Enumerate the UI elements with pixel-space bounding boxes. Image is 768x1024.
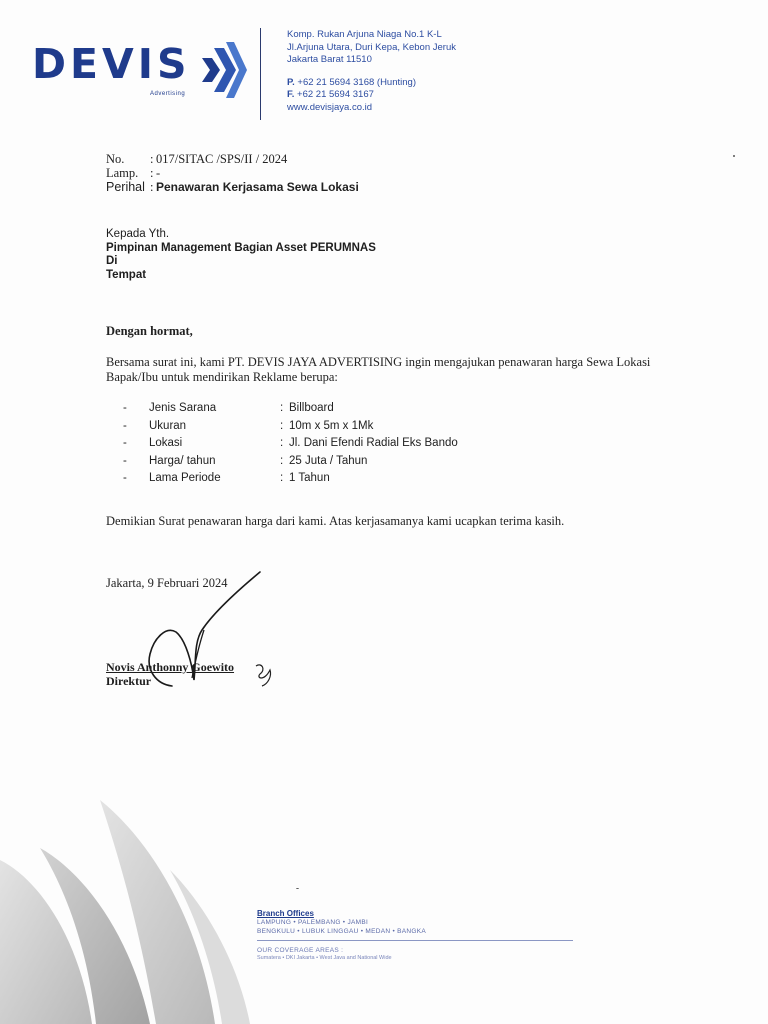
closing-paragraph: Demikian Surat penawaran harga dari kami. Atas kerjasamanya kami ucapkan terima kasih. (106, 514, 565, 528)
signer-block (106, 660, 234, 688)
recipient-salutation: Kepada Yth. (106, 228, 170, 240)
branch-offices-title: Branch Offices (257, 909, 314, 918)
scan-speck (296, 888, 299, 889)
footer-chevron-graphic (0, 790, 420, 1024)
list-item: - Ukuran : 10m x 5m x 1Mk (123, 419, 374, 432)
scan-speck (733, 155, 735, 157)
website-link[interactable]: www.devisjaya.co.id (287, 101, 373, 113)
reference-block (106, 152, 359, 194)
signer-title: Direktur (106, 674, 152, 688)
intro-paragraph: Bersama surat ini, kami PT. DEVIS JAYA ADVERTISING ingin mengajukan penawaran harga Sewa Lokasi Bapak/Ibu untuk mendirikan Reklame berupa: (106, 355, 651, 384)
place-date: Jakarta, 9 Februari 2024 (106, 576, 228, 590)
coverage-line: Sumatera • DKI Jakarta • West Java and National Wide (257, 955, 392, 961)
branch-line: LAMPUNG • PALEMBANG • JAMBI (257, 919, 369, 926)
initials-mark (252, 660, 276, 688)
footer-info (257, 909, 573, 962)
list-item: - Lama Periode : 1 Tahun (123, 472, 330, 484)
recipient-block (106, 228, 376, 282)
ref-number: No. : 017/SITAC /SPS/II / 2024 (106, 152, 288, 166)
recipient-place: Tempat (106, 268, 147, 281)
letterhead-contact (287, 29, 456, 114)
list-item: - Lokasi : Jl. Dani Efendi Radial Eks Bando (123, 437, 458, 449)
address-line: Jakarta Barat 11510 (287, 54, 372, 65)
coverage-title: OUR COVERAGE AREAS : (257, 947, 344, 954)
offer-items (123, 400, 458, 488)
logo-subtext: Advertising (150, 91, 186, 97)
company-logo (32, 40, 247, 104)
logo-chevron-icon (200, 40, 248, 100)
ref-subject: Perihal : Penawaran Kerjasama Sewa Lokasi (106, 180, 359, 194)
list-item: - Harga/ tahun : 25 Juta / Tahun (123, 454, 368, 467)
fax-line: F. +62 21 5694 3167 (287, 89, 374, 100)
branch-line: BENGKULU • LUBUK LINGGAU • MEDAN • BANGKA (257, 928, 427, 935)
recipient-di: Di (106, 255, 118, 267)
recipient-name: Pimpinan Management Bagian Asset PERUMNAS (106, 241, 376, 254)
signer-name: Novis Anthonny Goewito (106, 660, 235, 674)
list-item: - Jenis Sarana : Billboard (123, 402, 334, 414)
address-line: Komp. Rukan Arjuna Niaga No.1 K-L (287, 29, 442, 40)
footer-divider (257, 940, 573, 941)
address-line: Jl.Arjuna Utara, Duri Kepa, Kebon Jeruk (287, 41, 456, 53)
ref-attachment: Lamp. : - (106, 166, 161, 180)
phone-line: P. +62 21 5694 3168 (Hunting) (287, 76, 416, 88)
greeting: Dengan hormat, (106, 324, 193, 338)
letterhead-divider (260, 28, 261, 120)
logo-wordmark: DEVIS (32, 40, 191, 88)
